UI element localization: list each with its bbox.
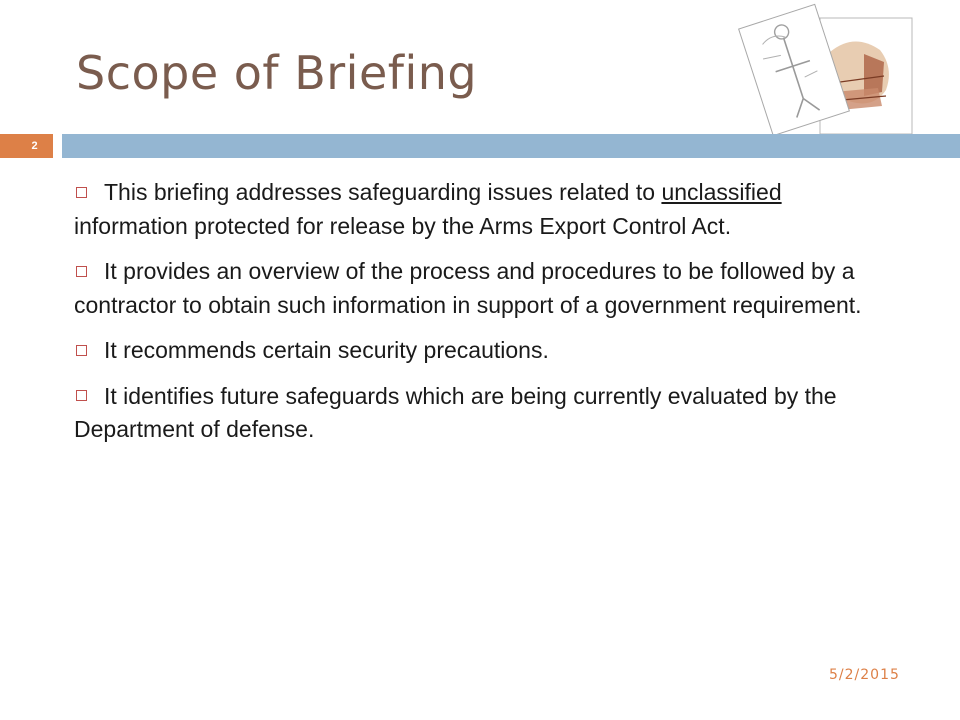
bullet-text: It recommends certain security precautions. [104,337,549,363]
bullet-text: It provides an overview of the process and procedures to be followed by a contractor to obtain such information in support of a government requirement. [74,258,862,318]
slide-number: 2 [31,140,38,152]
bullet-item [74,255,894,322]
sketch-photos-icon [738,0,928,140]
bullet-item [74,380,894,447]
bullet-text: It identifies future safeguards which are being currently evaluated by the Department of defense. [74,382,837,442]
header-rule-bar [62,134,960,158]
slide-title: Scope of Briefing [76,46,478,100]
slide-date: 5/2/2015 [829,667,900,683]
bullet-text-before: This briefing addresses safeguarding issues related to [104,179,662,205]
square-bullet-icon [76,390,87,401]
slide-number-badge [0,134,53,158]
bullet-list [74,176,894,459]
bullet-item [74,334,894,368]
square-bullet-icon [76,266,87,277]
square-bullet-icon [76,345,87,356]
square-bullet-icon [76,187,87,198]
bullet-underlined-word: unclassified [661,179,782,205]
bullet-item [74,176,894,243]
bullet-text-after: information protected for release by the Arms Export Control Act. [74,212,732,239]
